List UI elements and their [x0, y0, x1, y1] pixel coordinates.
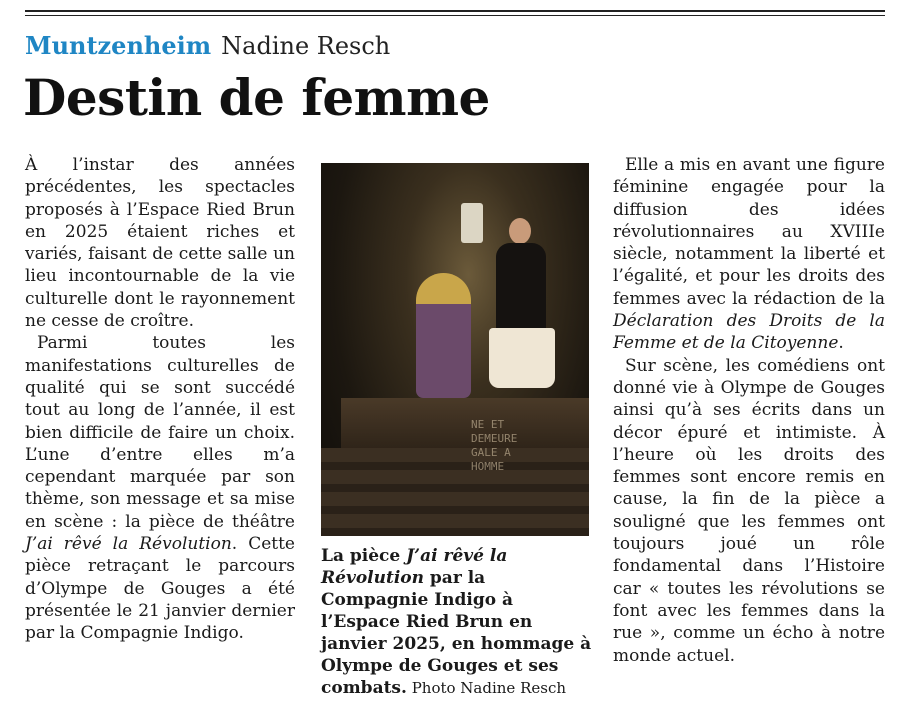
author-byline: Nadine Resch	[221, 32, 391, 60]
stage-steps	[321, 448, 589, 536]
paragraph-intro: À l’instar des années précédentes, les spectacles proposés à l’Espace Ried Brun en 2025 étaient riches et variés, faisant de cette salle un lieu incontournable de la vie culturelle dont le rayonnement ne cesse de croître.	[25, 155, 295, 332]
standing-actress-skirt	[489, 328, 555, 388]
standing-actress-jacket	[496, 243, 546, 333]
photo-caption: La pièce J’ai rêvé la Révolution par la Compagnie Indigo à l’Espace Ried Brun en janvier 2025, en hommage à Olympe de Gouges et ses combats. Photo Nadine Resch	[321, 546, 592, 698]
body-column-right	[613, 154, 885, 667]
top-rule	[25, 10, 885, 12]
lantern	[461, 203, 483, 243]
photo-credit: Photo Nadine Resch	[406, 679, 567, 697]
declaration-title: Déclaration des Droits de la Femme et de la Citoyenne	[613, 311, 885, 354]
paragraph-stage: Sur scène, les comédiens ont donné vie à Olympe de Gouges ainsi qu’à ses écrits dans un décor épuré et intimiste. À l’heure où les droits des femmes sont encore remis en cause, la fin de la pièce a souligné que les femmes ont toujours joué un rôle fondamental dans l’Histoire car « toutes les révolutions se font avec les femmes dans la rue », comme un écho à notre monde actuel.	[613, 355, 885, 666]
wall-text: NE ET DEMEURE GALE A HOMME	[471, 418, 518, 473]
theatre-photo	[321, 163, 589, 536]
kicker	[25, 32, 390, 60]
standing-actress-head	[509, 218, 531, 244]
place-name: Muntzenheim	[25, 31, 212, 60]
headline: Destin de femme	[23, 68, 490, 127]
top-rule-thin	[25, 15, 885, 16]
paragraph-olympe: Elle a mis en avant une figure féminine engagée pour la diffusion des idées révolutionnaires au XVIIIe siècle, notamment la liberté et l’égalité, et pour les droits des femmes avec la rédaction de la Déclaration des Droits de la Femme et de la Citoyenne.	[613, 155, 885, 354]
caption-play-title: J’ai rêvé la Révolution	[321, 546, 508, 588]
play-title: J’ai rêvé la Révolution	[25, 534, 232, 555]
seated-actress	[416, 273, 471, 398]
paragraph-choice: Parmi toutes les manifestations culturelles de qualité qui se sont succédé tout au long de l’année, il est bien difficile de faire un choix. L’une d’entre elles m’a cependant marquée par son thème, son message et sa mise en scène : la pièce de théâtre J’ai rêvé la Révolution. Cette pièce retraçant le parcours d’Olympe de Gouges a été présentée le 21 janvier dernier par la Compagnie Indigo.	[25, 333, 295, 644]
body-column-left	[25, 154, 295, 645]
